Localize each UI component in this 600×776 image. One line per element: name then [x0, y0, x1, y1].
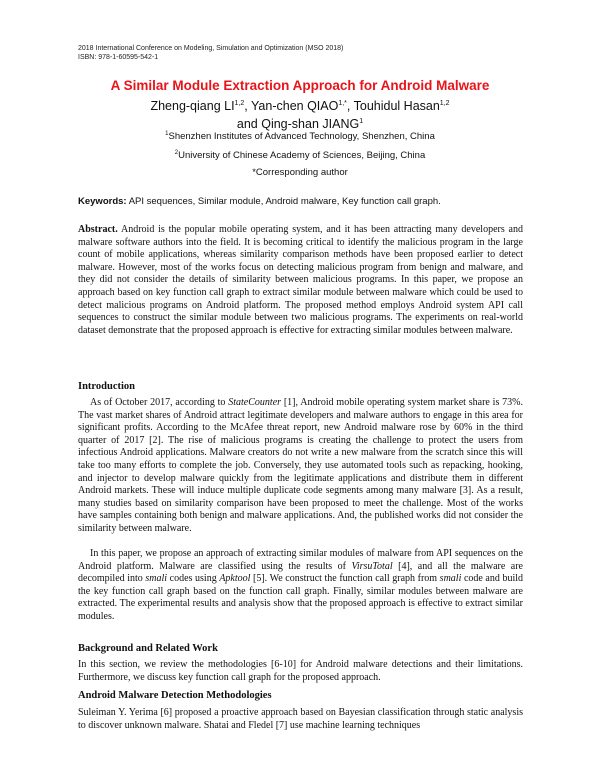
- author-affiliation-mark: 1,2: [234, 100, 245, 107]
- keywords-text: API sequences, Similar module, Android malware, Key function call graph.: [126, 196, 441, 207]
- tool-name: smali: [439, 573, 462, 585]
- keywords: [78, 196, 441, 207]
- author-name: Yan-chen QIAO: [251, 99, 339, 114]
- author-name: Touhidul Hasan: [353, 99, 440, 114]
- keywords-label: Keywords:: [78, 196, 127, 207]
- abstract: [78, 224, 523, 337]
- tool-name: Apktool: [219, 573, 251, 585]
- conference-header: [78, 44, 343, 62]
- introduction-paragraph-2: In this paper, we propose an approach of extracting similar modules of malware from API sequences on the Android platform. Malware are classified using the results of VirsuTotal [4], and all the malware are decompiled into smali codes using Apktool [5]. We construct the function call graph from smali code and build the key function call graph based on the function call graph. Finally, similar modules between malware are extracted. The experimental results and analysis show that the proposed approach is effective to extract similar modules.: [78, 548, 523, 622]
- author-affiliation-mark: 1,2: [439, 100, 450, 107]
- author-list: Zheng-qiang LI$^{1,2}$, Yan-chen $QIAO^{1,*}$, Touhidul Hasan$^{1,2}$ and Qing-shan JIANG$^1$: [150, 99, 450, 132]
- background-paragraph-1: In this section, we review the methodologies [6-10] for Android malware detections and their limitations. Furthermore, we discuss key function call graph for the proposed approach.: [78, 659, 523, 683]
- conference-name: 2018 International Conference on Modeling, Simulation and Optimization (MSO 2018): [78, 45, 344, 52]
- affiliation-2: $^2$University of Chinese Academy of Sciences, Beijing, China: [174, 150, 426, 162]
- introduction-heading: Introduction: [78, 381, 135, 392]
- tool-name: smali: [145, 573, 168, 585]
- author-name: Zheng-qiang LI: [150, 99, 235, 114]
- paper-title: A Similar Module Extraction Approach for Android Malware: [110, 78, 490, 93]
- abstract-text: Android is the popular mobile operating system, and it has been attracting many developers and malware software authors into the field. It is becoming critical to identify the malicious program in the large count of mobile applications, whereas similarity comparison methods have been proposed earlier to detect malware. However, most of the works focus on detecting malicious program from benign and malware, and they did not consider the details of similarity between malicious programs. In this paper, we propose an approach based on key function call graph to extract similar module between malware which could be used to detect malicious programs on Android platform. The proposed method employs Android system API call sequences to construct the similar module between two malicious programs. The experiments on real-world dataset demonstrate that the proposed approach is effective for extracting similar modules between malware.: [78, 224, 523, 336]
- author-affiliation-mark: 1: [359, 118, 364, 126]
- introduction-paragraph-1: As of October 2017, according to StateCounter [1], Android mobile operating system market share is 73%. The vast market shares of Android attract legitimate developers and malware authors to engage in this area for significant profits. According to the McAfee threat report, new Android malware rose by 60% in the third quarter of 2017 [2]. The rise of malicious programs is creating the challenge to protect the users from infectious Android applications. Malware creators do not write a new malware from the scratch since this will take too many efforts to complete the job. Conversely, they use automated tools such as repacking, hooking, and injector to develop malware quickly from the legitimate applications and distribute them in different Android markets. These will induce multiple duplicate code segments among many malware [3]. As a result, many studies based on similarity comparison have been proposed to meet the challenge. Most of the works have samples containing both benign and malware applications. And, the published works did not consider the similarity between malware.: [78, 397, 523, 534]
- background-paragraph-2: Suleiman Y. Yerima [6] proposed a proactive approach based on Bayesian classification through static analysis to discover unknown malware. Shatai and Fledel [7] use machine learning techniques: [78, 707, 523, 731]
- citation-term: StateCounter: [228, 397, 282, 408]
- author-name: Qing-shan JIANG: [261, 117, 360, 132]
- background-heading: Background and Related Work: [78, 643, 218, 654]
- affiliation-1: $^1$Shenzhen Institutes of Advanced Technology, Shenzhen, China: [165, 131, 435, 143]
- isbn: ISBN: 978-1-60595-542-1: [78, 54, 159, 61]
- author-affiliation-mark: 1,*: [338, 100, 347, 107]
- abstract-label: Abstract.: [78, 224, 118, 235]
- malware-detection-subheading: Android Malware Detection Methodologies: [78, 690, 272, 701]
- author-conjunction: and: [236, 117, 258, 132]
- tool-name: VirsuTotal: [351, 560, 393, 572]
- corresponding-author-note: *Corresponding author: [252, 167, 348, 178]
